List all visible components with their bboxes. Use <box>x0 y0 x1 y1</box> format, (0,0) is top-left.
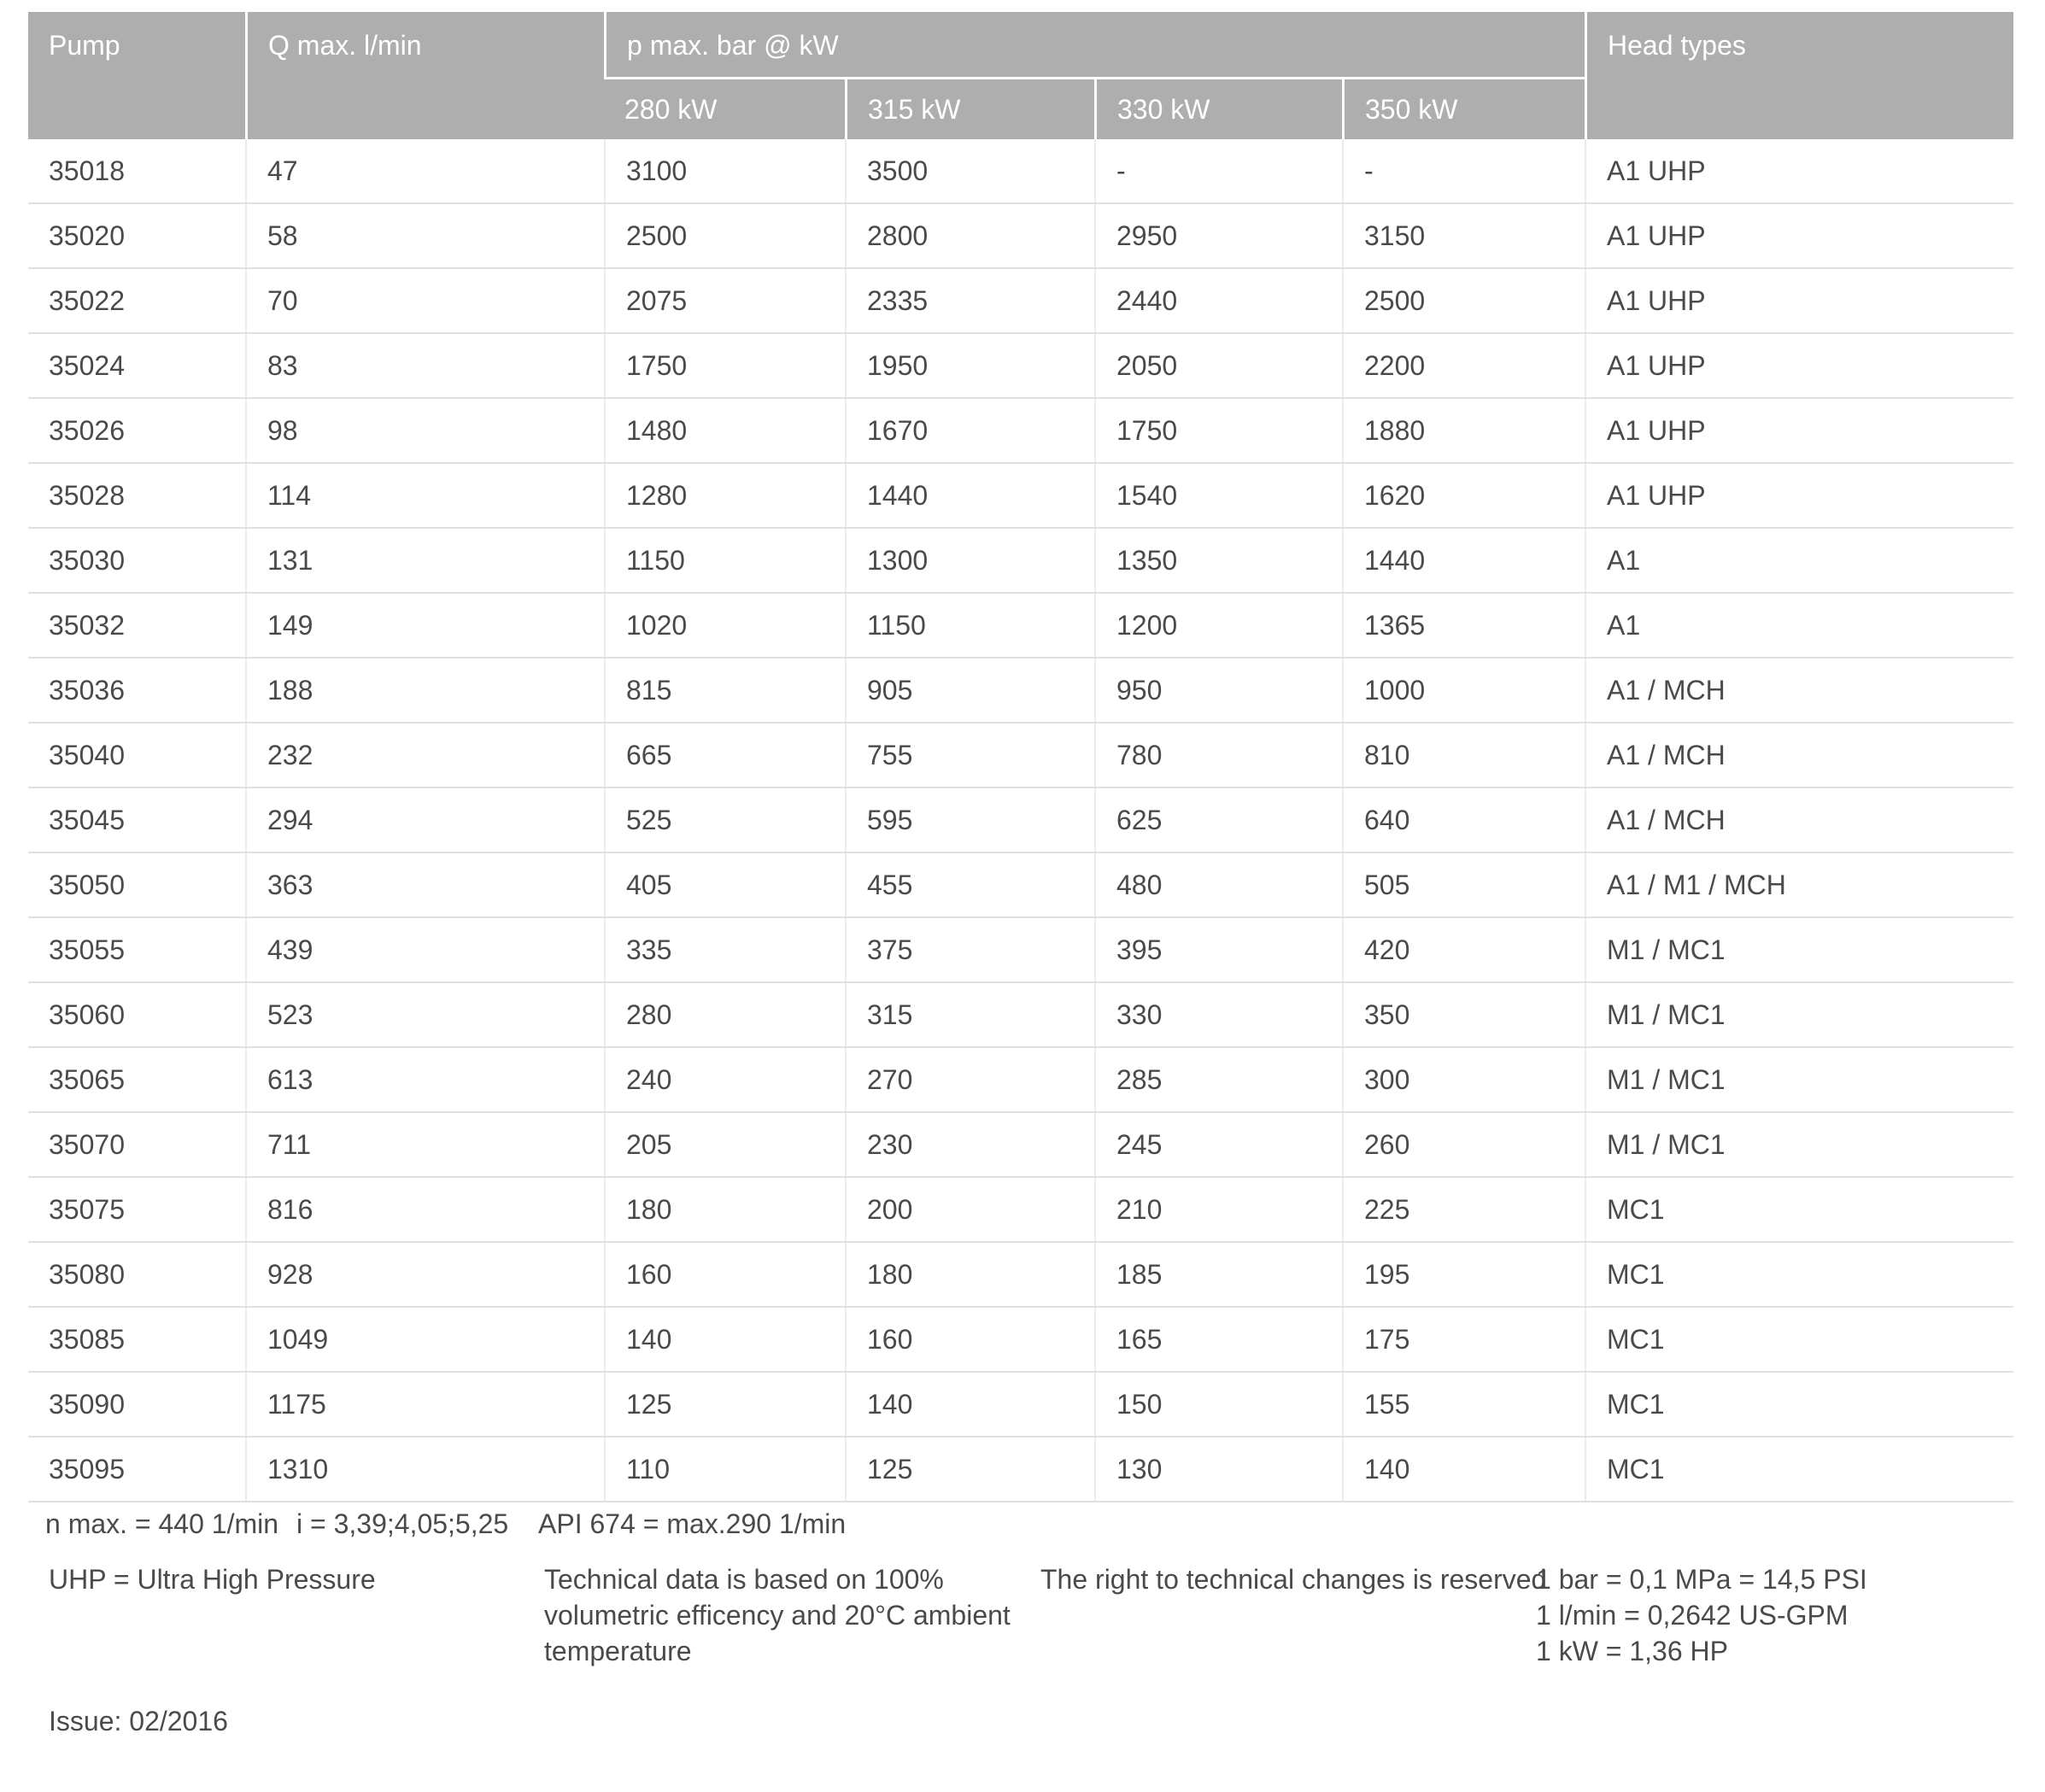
p-330kw-cell: 210 <box>1094 1178 1342 1241</box>
head-type-cell: A1 <box>1585 529 2013 592</box>
p-330kw-cell: 165 <box>1094 1308 1342 1371</box>
p-350kw-cell: 225 <box>1342 1178 1585 1241</box>
qmax-cell: 928 <box>245 1243 604 1306</box>
p-280kw-cell: 205 <box>604 1113 845 1176</box>
p-280kw-cell: 1020 <box>604 594 845 657</box>
p-315kw-cell: 1950 <box>845 334 1094 397</box>
p-315kw-cell: 1670 <box>845 399 1094 462</box>
note-uhp: UHP = Ultra High Pressure <box>49 1564 376 1595</box>
qmax-cell: 1175 <box>245 1373 604 1436</box>
p-330kw-cell: - <box>1094 139 1342 202</box>
p-315kw-cell: 1300 <box>845 529 1094 592</box>
conversion-bar: 1 bar = 0,1 MPa = 14,5 PSI <box>1536 1564 1867 1595</box>
p-315kw-cell: 595 <box>845 788 1094 852</box>
pump-cell: 35060 <box>49 998 125 1030</box>
table-row <box>28 1178 2013 1243</box>
qmax-cell: 83 <box>245 334 604 397</box>
table-header <box>28 12 2013 139</box>
pump-cell: 35020 <box>49 220 125 251</box>
p-280kw-cell: 125 <box>604 1373 845 1436</box>
p-350kw-cell: 140 <box>1342 1438 1585 1501</box>
p-330kw-cell: 285 <box>1094 1048 1342 1111</box>
pump-spec-table <box>28 12 2013 1502</box>
column-header-pump: Pump <box>28 12 245 139</box>
p-280kw-cell: 1480 <box>604 399 845 462</box>
p-280kw-cell: 180 <box>604 1178 845 1241</box>
head-type-cell: M1 / MC1 <box>1585 983 2013 1046</box>
pump-cell: 35085 <box>49 1323 125 1355</box>
head-type-cell: MC1 <box>1585 1308 2013 1371</box>
table-row <box>28 269 2013 334</box>
table-row <box>28 918 2013 983</box>
p-350kw-cell: 1365 <box>1342 594 1585 657</box>
pump-cell: 35018 <box>49 155 125 186</box>
p-350kw-cell: 1440 <box>1342 529 1585 592</box>
note-rights-reserved: The right to technical changes is reserved <box>1040 1564 1547 1595</box>
qmax-cell: 711 <box>245 1113 604 1176</box>
head-type-cell: M1 / MC1 <box>1585 918 2013 981</box>
p-280kw-cell: 1750 <box>604 334 845 397</box>
head-type-cell: M1 / MC1 <box>1585 1048 2013 1111</box>
qmax-cell: 58 <box>245 204 604 267</box>
p-315kw-cell: 2800 <box>845 204 1094 267</box>
table-row <box>28 139 2013 204</box>
p-315kw-cell: 1150 <box>845 594 1094 657</box>
table-row <box>28 1438 2013 1502</box>
pump-cell: 35036 <box>49 674 125 706</box>
note-technical-line-3: temperature <box>544 1636 692 1666</box>
column-header-pmax: p max. bar @ kW <box>604 12 1585 77</box>
head-type-cell: MC1 <box>1585 1373 2013 1436</box>
p-315kw-cell: 180 <box>845 1243 1094 1306</box>
pump-cell: 35070 <box>49 1128 125 1160</box>
qmax-cell: 363 <box>245 853 604 916</box>
pump-cell: 35075 <box>49 1193 125 1225</box>
p-350kw-cell: 505 <box>1342 853 1585 916</box>
p-330kw-cell: 1200 <box>1094 594 1342 657</box>
p-330kw-cell: 185 <box>1094 1243 1342 1306</box>
p-315kw-cell: 140 <box>845 1373 1094 1436</box>
p-350kw-cell: 2500 <box>1342 269 1585 332</box>
table-row <box>28 1243 2013 1308</box>
qmax-cell: 439 <box>245 918 604 981</box>
table-row <box>28 1373 2013 1438</box>
qmax-cell: 613 <box>245 1048 604 1111</box>
p-315kw-cell: 200 <box>845 1178 1094 1241</box>
p-280kw-cell: 2075 <box>604 269 845 332</box>
head-type-cell: A1 / MCH <box>1585 723 2013 787</box>
p-330kw-cell: 1540 <box>1094 464 1342 527</box>
p-330kw-cell: 2050 <box>1094 334 1342 397</box>
table-row <box>28 594 2013 659</box>
p-330kw-cell: 480 <box>1094 853 1342 916</box>
qmax-cell: 98 <box>245 399 604 462</box>
pump-cell: 35065 <box>49 1063 125 1095</box>
pump-cell: 35022 <box>49 284 125 316</box>
p-315kw-cell: 160 <box>845 1308 1094 1371</box>
pump-cell: 35028 <box>49 479 125 511</box>
pump-cell: 35090 <box>49 1388 125 1420</box>
table-row <box>28 659 2013 723</box>
p-330kw-cell: 330 <box>1094 983 1342 1046</box>
qmax-cell: 1310 <box>245 1438 604 1501</box>
p-315kw-cell: 375 <box>845 918 1094 981</box>
p-330kw-cell: 625 <box>1094 788 1342 852</box>
p-315kw-cell: 455 <box>845 853 1094 916</box>
p-280kw-cell: 110 <box>604 1438 845 1501</box>
p-350kw-cell: 640 <box>1342 788 1585 852</box>
p-315kw-cell: 2335 <box>845 269 1094 332</box>
pump-cell: 35055 <box>49 934 125 965</box>
p-280kw-cell: 140 <box>604 1308 845 1371</box>
p-330kw-cell: 2950 <box>1094 204 1342 267</box>
p-280kw-cell: 525 <box>604 788 845 852</box>
table-row <box>28 1048 2013 1113</box>
qmax-cell: 114 <box>245 464 604 527</box>
p-315kw-cell: 3500 <box>845 139 1094 202</box>
note-nmax: n max. = 440 1/min <box>45 1508 279 1539</box>
qmax-cell: 70 <box>245 269 604 332</box>
head-type-cell: A1 UHP <box>1585 204 2013 267</box>
qmax-cell: 131 <box>245 529 604 592</box>
p-280kw-cell: 405 <box>604 853 845 916</box>
p-280kw-cell: 280 <box>604 983 845 1046</box>
table-row <box>28 1308 2013 1373</box>
p-350kw-cell: 1620 <box>1342 464 1585 527</box>
p-315kw-cell: 270 <box>845 1048 1094 1111</box>
head-type-cell: A1 UHP <box>1585 399 2013 462</box>
qmax-cell: 232 <box>245 723 604 787</box>
head-type-cell: A1 UHP <box>1585 269 2013 332</box>
table-row <box>28 983 2013 1048</box>
p-330kw-cell: 1350 <box>1094 529 1342 592</box>
table-row <box>28 334 2013 399</box>
table-row <box>28 204 2013 269</box>
note-technical-data <box>544 1561 1011 1669</box>
table-row <box>28 529 2013 594</box>
pump-cell: 35032 <box>49 609 125 641</box>
pump-cell: 35040 <box>49 739 125 770</box>
table-row <box>28 723 2013 788</box>
p-280kw-cell: 665 <box>604 723 845 787</box>
pump-cell: 35050 <box>49 869 125 900</box>
qmax-cell: 294 <box>245 788 604 852</box>
p-280kw-cell: 1280 <box>604 464 845 527</box>
table-row <box>28 1113 2013 1178</box>
p-330kw-cell: 950 <box>1094 659 1342 722</box>
p-350kw-cell: 195 <box>1342 1243 1585 1306</box>
qmax-cell: 47 <box>245 139 604 202</box>
p-280kw-cell: 3100 <box>604 139 845 202</box>
note-i: i = 3,39;4,05;5,25 <box>296 1508 509 1539</box>
issue-label: Issue: 02/2016 <box>49 1706 228 1736</box>
p-315kw-cell: 1440 <box>845 464 1094 527</box>
note-technical-line-1: Technical data is based on 100% <box>544 1564 944 1595</box>
qmax-cell: 149 <box>245 594 604 657</box>
p-350kw-cell: 810 <box>1342 723 1585 787</box>
column-header-qmax: Q max. l/min <box>245 12 604 139</box>
pump-cell: 35045 <box>49 804 125 835</box>
table-body <box>28 139 2013 1502</box>
p-315kw-cell: 315 <box>845 983 1094 1046</box>
p-330kw-cell: 245 <box>1094 1113 1342 1176</box>
conversion-lmin: 1 l/min = 0,2642 US-GPM <box>1536 1600 1849 1631</box>
p-350kw-cell: 1000 <box>1342 659 1585 722</box>
p-315kw-cell: 755 <box>845 723 1094 787</box>
head-type-cell: A1 / M1 / MCH <box>1585 853 2013 916</box>
p-350kw-cell: 350 <box>1342 983 1585 1046</box>
p-280kw-cell: 240 <box>604 1048 845 1111</box>
head-type-cell: A1 / MCH <box>1585 788 2013 852</box>
head-type-cell: MC1 <box>1585 1243 2013 1306</box>
head-type-cell: A1 UHP <box>1585 139 2013 202</box>
p-315kw-cell: 230 <box>845 1113 1094 1176</box>
column-header-head-types: Head types <box>1585 12 2013 139</box>
column-header-315kw: 315 kW <box>845 77 1094 139</box>
note-conversions <box>1536 1561 1867 1669</box>
pump-cell: 35080 <box>49 1258 125 1290</box>
p-280kw-cell: 335 <box>604 918 845 981</box>
pump-cell: 35024 <box>49 349 125 381</box>
p-280kw-cell: 2500 <box>604 204 845 267</box>
p-350kw-cell: 260 <box>1342 1113 1585 1176</box>
head-type-cell: A1 UHP <box>1585 464 2013 527</box>
p-280kw-cell: 815 <box>604 659 845 722</box>
p-350kw-cell: 155 <box>1342 1373 1585 1436</box>
table-row <box>28 853 2013 918</box>
qmax-cell: 1049 <box>245 1308 604 1371</box>
p-350kw-cell: 2200 <box>1342 334 1585 397</box>
p-350kw-cell: 300 <box>1342 1048 1585 1111</box>
p-315kw-cell: 905 <box>845 659 1094 722</box>
p-330kw-cell: 395 <box>1094 918 1342 981</box>
p-350kw-cell: 3150 <box>1342 204 1585 267</box>
conversion-kw: 1 kW = 1,36 HP <box>1536 1636 1728 1666</box>
qmax-cell: 816 <box>245 1178 604 1241</box>
pump-cell: 35095 <box>49 1453 125 1485</box>
column-header-330kw: 330 kW <box>1094 77 1342 139</box>
p-350kw-cell: 175 <box>1342 1308 1585 1371</box>
p-330kw-cell: 1750 <box>1094 399 1342 462</box>
p-330kw-cell: 130 <box>1094 1438 1342 1501</box>
table-row <box>28 788 2013 853</box>
note-technical-line-2: volumetric efficency and 20°C ambient <box>544 1600 1011 1631</box>
p-315kw-cell: 125 <box>845 1438 1094 1501</box>
head-type-cell: A1 <box>1585 594 2013 657</box>
p-330kw-cell: 780 <box>1094 723 1342 787</box>
p-280kw-cell: 160 <box>604 1243 845 1306</box>
pump-cell: 35030 <box>49 544 125 576</box>
head-type-cell: A1 / MCH <box>1585 659 2013 722</box>
p-350kw-cell: - <box>1342 139 1585 202</box>
column-header-280kw: 280 kW <box>604 77 845 139</box>
table-row <box>28 399 2013 464</box>
p-330kw-cell: 2440 <box>1094 269 1342 332</box>
p-350kw-cell: 420 <box>1342 918 1585 981</box>
p-350kw-cell: 1880 <box>1342 399 1585 462</box>
p-330kw-cell: 150 <box>1094 1373 1342 1436</box>
qmax-cell: 188 <box>245 659 604 722</box>
p-280kw-cell: 1150 <box>604 529 845 592</box>
pump-cell: 35026 <box>49 414 125 446</box>
head-type-cell: A1 UHP <box>1585 334 2013 397</box>
qmax-cell: 523 <box>245 983 604 1046</box>
head-type-cell: MC1 <box>1585 1178 2013 1241</box>
head-type-cell: MC1 <box>1585 1438 2013 1501</box>
head-type-cell: M1 / MC1 <box>1585 1113 2013 1176</box>
column-header-350kw: 350 kW <box>1342 77 1585 139</box>
table-row <box>28 464 2013 529</box>
note-api674: API 674 = max.290 1/min <box>538 1508 847 1539</box>
